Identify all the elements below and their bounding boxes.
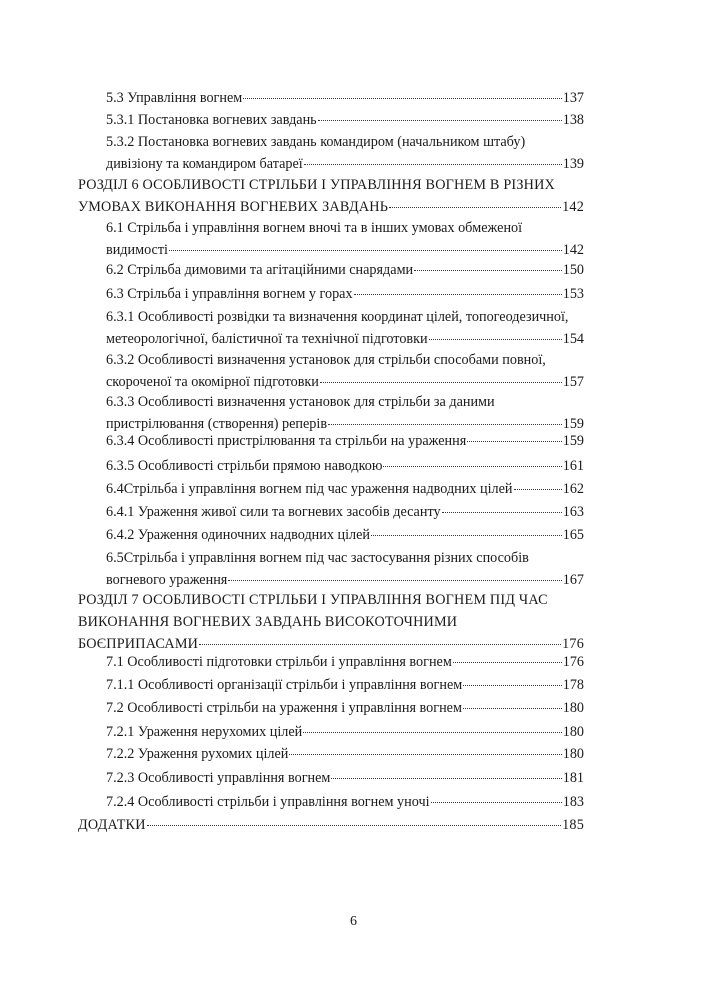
toc-entry-6-4 — [106, 478, 584, 500]
toc-entry-title: 7.1 Особливості підготовки стрільби і управління вогнем — [106, 654, 452, 670]
toc-entry-page: 180 — [562, 724, 584, 740]
toc-entry-7-2-4 — [106, 791, 584, 813]
toc-chapter-7 — [78, 589, 584, 655]
toc-entry-6-3-5 — [106, 455, 584, 477]
dot-leader — [303, 732, 561, 733]
dot-leader — [514, 489, 562, 490]
toc-chapter-title-line: РОЗДІЛ 6 ОСОБЛИВОСТІ СТРІЛЬБИ І УПРАВЛІННЯ ВОГНЕМ В РІЗНИХ — [78, 177, 555, 193]
dot-leader — [228, 580, 561, 581]
toc-entry-page: 142 — [562, 242, 584, 258]
toc-entry-title: 6.2 Стрільба димовими та агітаційними снарядами — [106, 262, 414, 278]
toc-entry-title: 7.2.3 Особливості управління вогнем — [106, 770, 331, 786]
toc-entry-page: 185 — [562, 817, 584, 833]
dot-leader — [289, 754, 561, 755]
toc-entry-title-line: 6.3.3 Особливості визначення установок для стрільби за даними — [106, 394, 495, 410]
toc-entry-6-3-1 — [106, 306, 584, 350]
dot-leader — [463, 685, 561, 686]
toc-entry-title: 7.1.1 Особливості організації стрільби і управління вогнем — [106, 677, 463, 693]
page-number: 6 — [350, 914, 357, 929]
toc-entry-page: 181 — [562, 770, 584, 786]
toc-entry-page: 180 — [562, 746, 584, 762]
toc-entry-title: 6.4.2 Ураження одиночних надводних цілей — [106, 527, 370, 543]
dot-leader — [431, 802, 562, 803]
toc-entry-page: 137 — [562, 90, 584, 106]
toc-entry-7-2-3 — [106, 767, 584, 789]
toc-chapter-title-line: РОЗДІЛ 7 ОСОБЛИВОСТІ СТРІЛЬБИ І УПРАВЛІННЯ ВОГНЕМ ПІД ЧАС — [78, 592, 548, 608]
toc-entry-title: вогневого ураження — [106, 572, 228, 588]
toc-entry-title: 6.3.4 Особливості пристрілювання та стрільби на ураження — [106, 433, 467, 449]
dot-leader — [463, 708, 562, 709]
toc-entry-title: метеорологічної, балістичної та технічної підготовки — [106, 331, 428, 347]
toc-entry-title-line: 6.3.2 Особливості визначення установок для стрільби способами повної, — [106, 352, 546, 368]
toc-entry-title: 7.2.2 Ураження рухомих цілей — [106, 746, 289, 762]
toc-entry-6-3-2 — [106, 349, 584, 393]
dot-leader — [429, 339, 562, 340]
dot-leader — [331, 778, 561, 779]
toc-entry-6-3 — [106, 283, 584, 305]
toc-entry-title: 5.3.1 Постановка вогневих завдань — [106, 112, 317, 128]
toc-chapter-title-line: ВИКОНАННЯ ВОГНЕВИХ ЗАВДАНЬ ВИСОКОТОЧНИМИ — [78, 614, 458, 630]
dot-leader — [304, 164, 562, 165]
toc-entry-7-1-1 — [106, 674, 584, 696]
toc-entry-6-1 — [106, 217, 584, 261]
toc-entry-title: 5.3 Управління вогнем — [106, 90, 243, 106]
toc-entry-6-4-2 — [106, 524, 584, 546]
toc-entry-page: 176 — [562, 654, 584, 670]
toc-entry-7-2-2 — [106, 743, 584, 765]
toc-entry-title: пристрілювання (створення) реперів — [106, 416, 328, 432]
toc-entry-page: 161 — [562, 458, 584, 474]
toc-entry-page: 176 — [562, 636, 584, 652]
toc-entry-6-5 — [106, 547, 584, 591]
toc-entry-title: 6.3.5 Особливості стрільби прямою наводкою — [106, 458, 383, 474]
dot-leader — [169, 250, 562, 251]
toc-entry-appendices — [78, 814, 584, 836]
toc-entry-page: 180 — [562, 700, 584, 716]
toc-entry-5-3-2 — [106, 131, 584, 175]
toc-entry-page: 157 — [562, 374, 584, 390]
toc-entry-title: 7.2.1 Ураження нерухомих цілей — [106, 724, 303, 740]
toc-entry-title: 6.3 Стрільба і управління вогнем у горах — [106, 286, 353, 302]
toc-entry-6-2 — [106, 259, 584, 281]
dot-leader — [354, 294, 562, 295]
toc-entry-7-2-1 — [106, 721, 584, 743]
dot-leader — [147, 825, 561, 826]
toc-entry-title-line: 6.1 Стрільба і управління вогнем вночі та в інших умовах обмеженої — [106, 220, 523, 236]
dot-leader — [328, 424, 562, 425]
dot-leader — [389, 207, 561, 208]
toc-entry-6-3-4 — [106, 430, 584, 452]
toc-entry-7-2 — [106, 697, 584, 719]
toc-entry-page: 150 — [562, 262, 584, 278]
toc-entry-title: 6.4.1 Ураження живої сили та вогневих засобів десанту — [106, 504, 441, 520]
toc-entry-title: 6.4Стрільба і управління вогнем під час ураження надводних цілей — [106, 481, 513, 497]
toc-entry-page: 178 — [562, 677, 584, 693]
toc-chapter-6 — [78, 174, 584, 218]
toc-entry-page: 159 — [562, 433, 584, 449]
toc-entry-page: 167 — [562, 572, 584, 588]
toc-entry-page: 159 — [562, 416, 584, 432]
toc-entry-page: 154 — [562, 331, 584, 347]
toc-entry-5-3-1 — [106, 109, 584, 131]
toc-entry-page: 165 — [562, 527, 584, 543]
toc-entry-title: дивізіону та командиром батареї — [106, 156, 303, 172]
dot-leader — [467, 441, 561, 442]
dot-leader — [442, 512, 562, 513]
dot-leader — [243, 98, 561, 99]
toc-entry-title-line: 6.3.1 Особливості розвідки та визначення координат цілей, топогеодезичної, — [106, 309, 569, 325]
toc-chapter-title: БОЄПРИПАСАМИ — [78, 636, 199, 652]
toc-entry-7-1 — [106, 651, 584, 673]
dot-leader — [453, 662, 562, 663]
dot-leader — [199, 644, 561, 645]
toc-entry-page: 139 — [562, 156, 584, 172]
toc-entry-page: 163 — [562, 504, 584, 520]
toc-entry-page: 142 — [562, 199, 584, 215]
toc-entry-page: 153 — [562, 286, 584, 302]
toc-entry-title-line: 5.3.2 Постановка вогневих завдань командиром (начальником штабу) — [106, 134, 526, 150]
toc-entry-5-3 — [106, 87, 584, 109]
toc-entry-title: 7.2 Особливості стрільби на ураження і управління вогнем — [106, 700, 462, 716]
toc-entry-title: 7.2.4 Особливості стрільби і управління вогнем уночі — [106, 794, 430, 810]
dot-leader — [383, 466, 561, 467]
dot-leader — [371, 535, 562, 536]
toc-entry-6-3-3 — [106, 391, 584, 435]
toc-entry-page: 162 — [562, 481, 584, 497]
toc-entry-title-line: 6.5Стрільба і управління вогнем під час застосування різних способів — [106, 550, 529, 566]
toc-entry-title: ДОДАТКИ — [78, 817, 146, 833]
toc-entry-title: скороченої та окомірної підготовки — [106, 374, 319, 390]
toc-entry-page: 183 — [562, 794, 584, 810]
dot-leader — [318, 120, 562, 121]
toc-entry-title: видимості — [106, 242, 168, 258]
toc-entry-6-4-1 — [106, 501, 584, 523]
toc-entry-page: 138 — [562, 112, 584, 128]
dot-leader — [320, 382, 562, 383]
dot-leader — [414, 270, 562, 271]
toc-chapter-title: УМОВАХ ВИКОНАННЯ ВОГНЕВИХ ЗАВДАНЬ — [78, 199, 389, 215]
